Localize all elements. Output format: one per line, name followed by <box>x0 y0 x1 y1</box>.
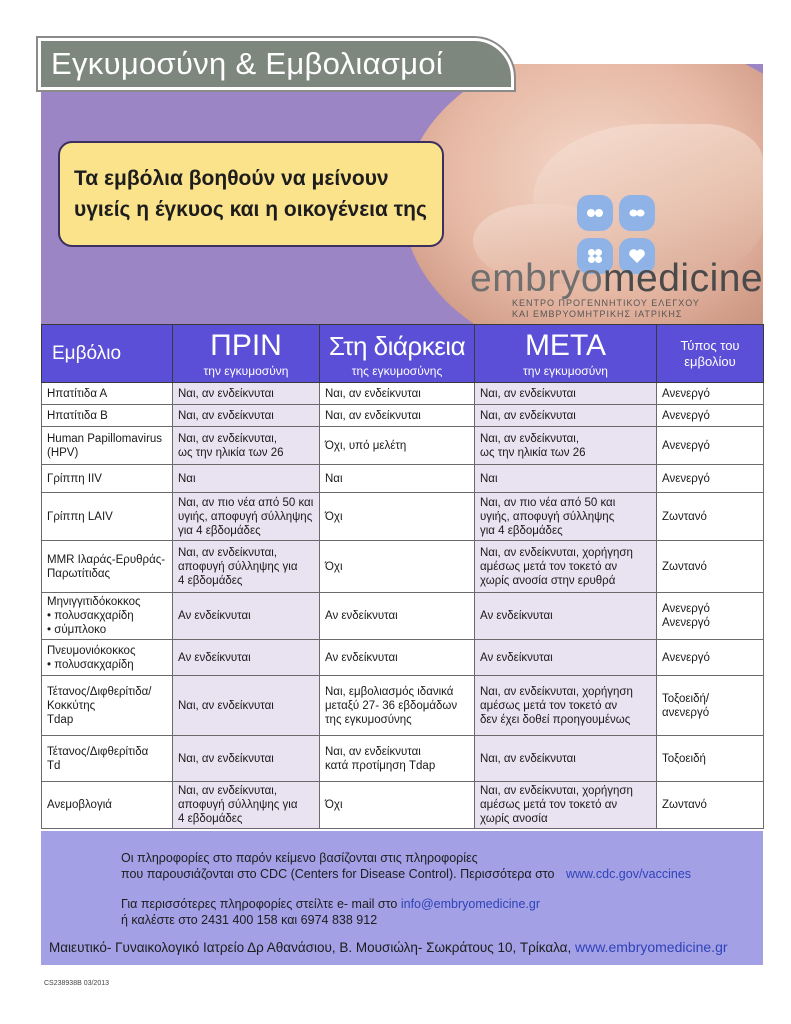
cell-line: Πνευμονιόκοκκος <box>47 644 136 657</box>
cell-line: αμέσως μετά τον τοκετό αν <box>480 560 618 573</box>
footer-contact-line1: Για περισσότερες πληροφορίες στείλτε e- mail στο <box>121 897 398 911</box>
cell-after <box>475 736 657 782</box>
cell-line: Ανενεργό <box>662 472 710 485</box>
table-row <box>42 676 764 736</box>
cell-type <box>657 736 764 782</box>
cell-before <box>173 427 320 465</box>
header-during <box>320 325 475 383</box>
vaccine-table <box>41 324 763 829</box>
cell-line: • πολυσακχαρίδη <box>47 658 134 671</box>
cell-before <box>173 676 320 736</box>
cell-before <box>173 593 320 640</box>
header-after-sub: την εγκυμοσύνη <box>523 363 608 378</box>
cell-line: της εγκυμοσύνης <box>325 713 412 726</box>
cell-after <box>475 427 657 465</box>
cell-after <box>475 465 657 493</box>
cell-vaccine <box>42 427 173 465</box>
cell-line: Ναι, αν ενδείκνυται <box>480 409 576 422</box>
cell-line: αποφυγή σύλληψης για <box>178 799 298 811</box>
footer-info <box>41 831 763 965</box>
cell-line: υγιής, αποφυγή σύλληψης <box>178 510 313 523</box>
header-type-line2: εμβολίου <box>684 353 736 369</box>
cdc-link[interactable]: www.cdc.gov/vaccines <box>566 867 692 881</box>
cell-line: Ναι <box>178 472 196 485</box>
cell-during <box>320 640 475 676</box>
cell-line: για 4 εβδομάδες <box>480 524 563 537</box>
cell-before <box>173 383 320 405</box>
cell-line: μεταξύ 27- 36 εβδομάδων <box>325 699 458 712</box>
table-row <box>42 541 764 593</box>
email-link[interactable]: info@embryomedicine.gr <box>400 897 540 911</box>
cell-line: Αν ενδείκνυται <box>325 651 398 664</box>
logo-subtitle-line1: ΚΕΝΤΡΟ ΠΡΟΓΕΝΝΗΤΙΚΟΥ ΕΛΕΓΧΟΥ <box>512 298 700 308</box>
cell-line: Ανενεργό <box>662 387 710 400</box>
footer-address <box>49 939 728 956</box>
cell-line: χωρίς ανοσία στην ερυθρά <box>480 574 616 587</box>
header-before <box>173 325 320 383</box>
cell-line: Ναι, αν ενδείκνυται <box>325 387 421 400</box>
footer-source-line1: Οι πληροφορίες στο παρόν κείμενο βασίζονται στις πληροφορίες <box>121 851 478 865</box>
cell-line: Γρίππη LAIV <box>47 510 113 523</box>
logo-subtitle-line2: ΚΑΙ ΕΜΒΡΥΟΜΗΤΡΙΚΗΣ ΙΑΤΡΙΚΗΣ <box>512 309 683 319</box>
cell-line: • πολυσακχαρίδη <box>47 610 134 622</box>
cell-during <box>320 782 475 829</box>
cell-type <box>657 383 764 405</box>
cell-before <box>173 541 320 593</box>
cell-line: Ηπατίτιδα Α <box>47 387 108 400</box>
cell-line: Ναι <box>480 472 498 485</box>
logo-subtitle <box>512 298 700 320</box>
cell-during <box>320 593 475 640</box>
header-type <box>657 325 764 383</box>
cell-line: Ναι, αν ενδείκνυται <box>325 409 421 422</box>
cell-type <box>657 782 764 829</box>
table-row <box>42 736 764 782</box>
cell-line: Ναι, αν ενδείκνυται, <box>480 432 580 445</box>
header-after-title: ΜΕΤΑ <box>524 328 607 362</box>
cell-line: ως την ηλικία των 26 <box>480 446 586 459</box>
cell-line: για 4 εβδομάδες <box>178 524 261 537</box>
cell-type <box>657 593 764 640</box>
header-during-sub: της εγκυμοσύνης <box>351 363 443 378</box>
cell-line: υγιής, αποφυγή σύλληψης <box>480 510 615 523</box>
cell-before <box>173 465 320 493</box>
header-after <box>475 325 657 383</box>
footer-contact <box>121 896 540 928</box>
cell-line: Ανεμοβλογιά <box>47 799 112 811</box>
table-row <box>42 405 764 427</box>
cell-vaccine <box>42 405 173 427</box>
cell-line: Τέτανος/Διφθερίτιδα/ <box>47 685 152 698</box>
document-id: CS238938B 03/2013 <box>44 980 109 987</box>
cell-vaccine <box>42 493 173 541</box>
cell-line: Αν ενδείκνυται <box>178 651 251 664</box>
cell-during <box>320 493 475 541</box>
table-row <box>42 465 764 493</box>
cell-line: Τέτανος/Διφθερίτιδα <box>47 745 149 758</box>
cell-line: Ναι <box>325 472 343 485</box>
cell-line: Ζωντανό <box>662 560 707 573</box>
page-title: Εγκυμοσύνη & Εμβολιασμοί <box>51 46 444 81</box>
table-row <box>42 383 764 405</box>
infinity-icon <box>619 195 655 231</box>
table-row <box>42 493 764 541</box>
cell-line: χωρίς ανοσία <box>480 813 548 825</box>
header-before-sub: την εγκυμοσύνη <box>203 363 289 378</box>
logo-wordmark-part1: embryo <box>470 257 604 300</box>
cell-line: Ναι, αν ενδείκνυται, χορήγηση <box>480 546 633 559</box>
cell-line: αμέσως μετά τον τοκετό αν <box>480 799 618 811</box>
cell-before <box>173 782 320 829</box>
footer-address-text: Μαιευτικό- Γυναικολογικό Ιατρείο Δρ Αθανάσιου, Β. Μουσιώλη- Σωκράτους 10, Τρίκαλα, <box>49 940 572 955</box>
cell-line: Ζωντανό <box>662 510 707 523</box>
cell-vaccine <box>42 676 173 736</box>
cell-line: Ανενεργό <box>662 617 710 629</box>
cell-line: αμέσως μετά τον τοκετό αν <box>480 699 618 712</box>
cell-during <box>320 736 475 782</box>
cell-type <box>657 541 764 593</box>
cell-line: αποφυγή σύλληψης για <box>178 560 298 573</box>
hero-callout-line2: υγιείς η έγκυος και η οικογένεια της <box>74 198 427 221</box>
cell-line: Αν ενδείκνυται <box>178 610 251 622</box>
hero-callout-line1: Τα εμβόλια βοηθούν να μείνουν <box>74 167 389 190</box>
cell-after <box>475 383 657 405</box>
hero-callout <box>58 141 444 247</box>
cell-type <box>657 640 764 676</box>
table-row <box>42 427 764 465</box>
cell-line: 4 εβδομάδες <box>178 813 243 825</box>
cell-after <box>475 541 657 593</box>
cell-line: Ναι, αν ενδείκνυται <box>480 387 576 400</box>
dots-icon <box>577 195 613 231</box>
header-vaccine: Εμβόλιο <box>42 325 173 383</box>
cell-during <box>320 383 475 405</box>
cell-line: Ναι, αν ενδείκνυται <box>480 752 576 765</box>
cell-line: ως την ηλικία των 26 <box>178 446 284 459</box>
cell-type <box>657 493 764 541</box>
cell-line: Παρωτίτιδας <box>47 567 111 580</box>
header-type-line1: Τύπος του <box>680 337 740 353</box>
cell-line: Ναι, αν ενδείκνυται, χορήγηση <box>480 685 633 698</box>
cell-line: Αν ενδείκνυται <box>480 610 553 622</box>
cell-vaccine <box>42 782 173 829</box>
cell-after <box>475 493 657 541</box>
cell-line: Κοκκύτης <box>47 699 96 712</box>
cell-line: Ναι, αν ενδείκνυται, χορήγηση <box>480 785 633 797</box>
cell-line: Όχι <box>325 560 343 573</box>
cell-line: Ναι, αν ενδείκνυται, <box>178 546 278 559</box>
header-before-title: ΠΡΙΝ <box>210 328 282 362</box>
footer-source <box>121 850 691 882</box>
cell-line: Ανενεργό <box>662 603 710 615</box>
cell-line: κατά προτίμηση Tdap <box>325 759 436 772</box>
table-body <box>42 383 764 829</box>
cell-line: Ανενεργό <box>662 409 710 422</box>
cell-vaccine <box>42 541 173 593</box>
cell-line: (HPV) <box>47 446 79 459</box>
cell-line: Ναι, αν ενδείκνυται <box>325 745 421 758</box>
footer-source-line2: που παρουσιάζονται στο CDC (Centers for Disease Control). Περισσότερα στο <box>121 867 555 881</box>
cell-line: ανενεργό <box>662 706 710 719</box>
cell-after <box>475 405 657 427</box>
cell-type <box>657 405 764 427</box>
cell-after <box>475 676 657 736</box>
cell-during <box>320 465 475 493</box>
cell-line: Td <box>47 759 61 772</box>
cell-after <box>475 640 657 676</box>
cell-line: Ζωντανό <box>662 799 707 811</box>
cell-vaccine <box>42 640 173 676</box>
cell-line: Tdap <box>47 713 74 726</box>
logo-wordmark <box>470 257 763 301</box>
cell-line: δεν έχει δοθεί προηγουμένως <box>480 713 631 726</box>
cell-line: Τοξοειδή/ <box>662 692 710 705</box>
cell-after <box>475 593 657 640</box>
cell-line: MMR Ιλαράς-Ερυθράς- <box>47 553 166 566</box>
cell-line: Μηνιγγιτιδόκοκκος <box>47 596 141 608</box>
cell-line: Γρίππη IIV <box>47 472 102 485</box>
cell-line: Ναι, εμβολιασμός ιδανικά <box>325 685 454 698</box>
cell-line: Ναι, αν ενδείκνυται <box>178 387 274 400</box>
cell-type <box>657 465 764 493</box>
header-during-title: Στη διάρκεια <box>328 330 466 361</box>
cell-during <box>320 427 475 465</box>
cell-type <box>657 676 764 736</box>
cell-type <box>657 427 764 465</box>
cell-line: 4 εβδομάδες <box>178 574 243 587</box>
cell-line: Ναι, αν ενδείκνυται <box>178 699 274 712</box>
cell-line: Ναι, αν πιο νέα από 50 και <box>178 496 314 509</box>
cell-line: Human Papillomavirus <box>47 432 163 445</box>
table-row <box>42 782 764 829</box>
cell-vaccine <box>42 465 173 493</box>
cell-during <box>320 405 475 427</box>
cell-line: Ναι, αν ενδείκνυται <box>178 409 274 422</box>
cell-before <box>173 493 320 541</box>
cell-line: Όχι <box>325 799 343 811</box>
cell-line: Όχι, υπό μελέτη <box>325 439 407 452</box>
cell-line: Ναι, αν ενδείκνυται, <box>178 785 278 797</box>
page-title-tab <box>38 38 514 90</box>
cell-before <box>173 640 320 676</box>
cell-line: Ναι, αν ενδείκνυται, <box>178 432 278 445</box>
cell-after <box>475 782 657 829</box>
cell-line: Αν ενδείκνυται <box>325 610 398 622</box>
cell-line: Ανενεργό <box>662 439 710 452</box>
cell-vaccine <box>42 593 173 640</box>
table-row <box>42 593 764 640</box>
cell-before <box>173 736 320 782</box>
table-header-row <box>42 325 764 383</box>
cell-during <box>320 676 475 736</box>
website-link[interactable]: www.embryomedicine.gr <box>575 939 728 955</box>
cell-line: Ηπατίτιδα Β <box>47 409 108 422</box>
cell-vaccine <box>42 736 173 782</box>
cell-line: Όχι <box>325 510 343 523</box>
cell-line: Ναι, αν πιο νέα από 50 και <box>480 496 616 509</box>
footer-contact-line2: ή καλέστε στο 2431 400 158 και 6974 838 912 <box>121 913 378 927</box>
cell-line: Ναι, αν ενδείκνυται <box>178 752 274 765</box>
cell-during <box>320 541 475 593</box>
cell-line: • σύμπλοκο <box>47 624 107 636</box>
cell-vaccine <box>42 383 173 405</box>
cell-line: Τοξοειδή <box>662 752 706 765</box>
cell-line: Ανενεργό <box>662 651 710 664</box>
cell-before <box>173 405 320 427</box>
table-row <box>42 640 764 676</box>
logo-wordmark-part2: medicine <box>603 257 764 300</box>
cell-line: Αν ενδείκνυται <box>480 651 553 664</box>
